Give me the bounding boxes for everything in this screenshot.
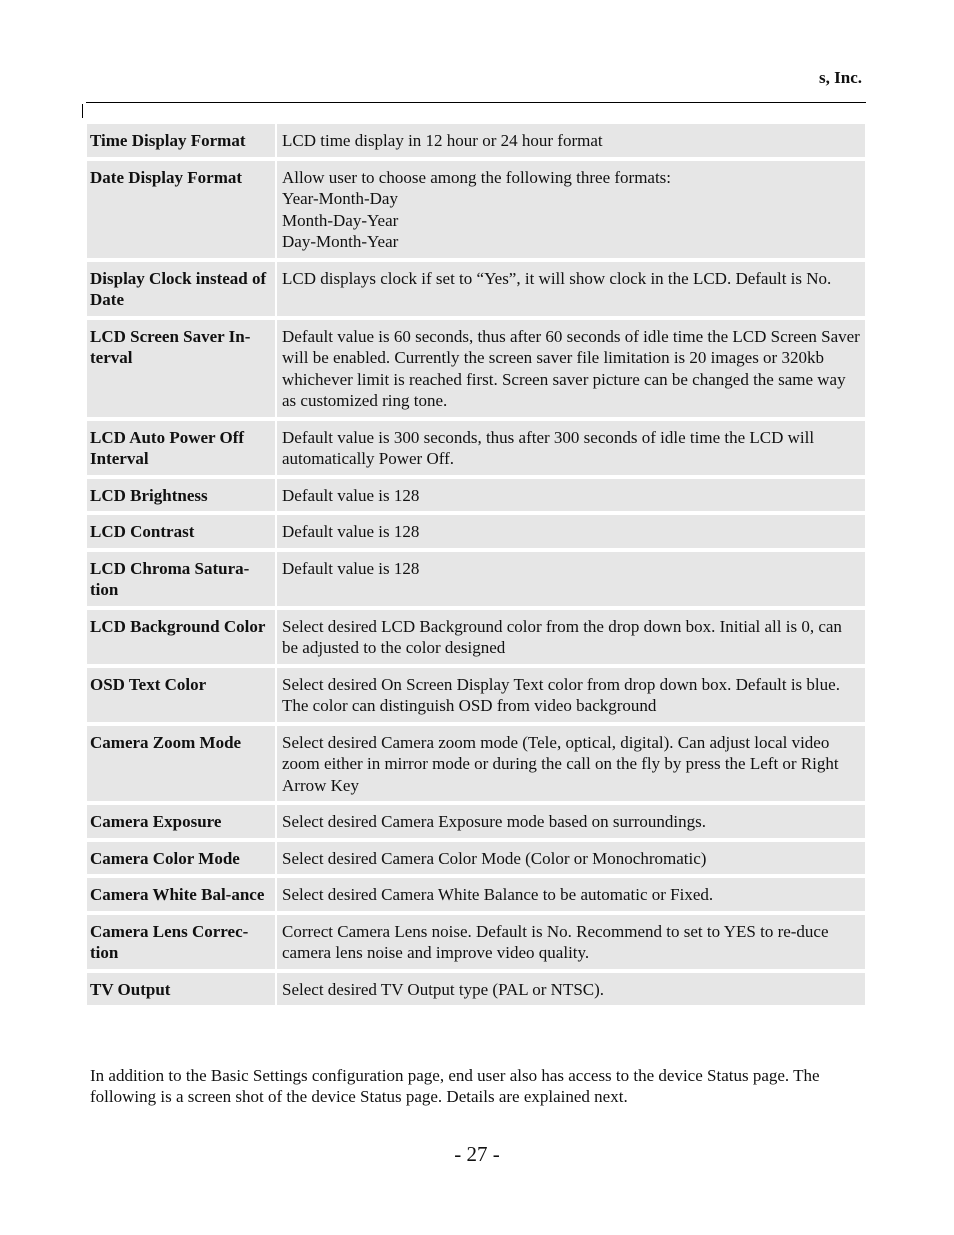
setting-description-cell [277, 161, 865, 258]
table-row [87, 726, 865, 802]
setting-name-cell: LCD Brightness [87, 479, 275, 512]
table-row [87, 610, 865, 664]
table-row [87, 973, 865, 1006]
setting-name-cell: LCD Screen Saver In-terval [87, 320, 275, 417]
margin-mark [82, 104, 83, 118]
description-line: LCD displays clock if set to “Yes”, it will show clock in the LCD. Default is No. [282, 268, 832, 288]
table-row [87, 320, 865, 417]
page-number: - 27 - [454, 1142, 500, 1166]
description-line: LCD time display in 12 hour or 24 hour format [282, 131, 603, 150]
table-row [87, 842, 865, 875]
setting-description-cell [277, 878, 865, 911]
description-line: Day-Month-Year [282, 232, 399, 251]
header-rule [86, 102, 866, 103]
setting-description-cell [277, 479, 865, 512]
table-row [87, 124, 865, 157]
setting-description-cell [277, 262, 865, 316]
setting-name-cell: LCD Auto Power Off Interval [87, 421, 275, 475]
setting-name-cell: Date Display Format [87, 161, 275, 258]
description-line: Select desired TV Output type (PAL or NTSC). [282, 979, 605, 999]
setting-description-cell [277, 320, 865, 417]
header-company-name: s, Inc. [819, 68, 862, 87]
setting-description-cell [277, 610, 865, 664]
setting-name-cell: LCD Contrast [87, 515, 275, 548]
setting-name-cell: Camera White Bal-ance [87, 878, 275, 911]
description-line: Select desired On Screen Display Text color from drop down box. Default is blue. The color can distinguish OSD from video background [282, 674, 840, 715]
table-row [87, 262, 865, 316]
table-row [87, 479, 865, 512]
setting-name-cell: Camera Color Mode [87, 842, 275, 875]
setting-name-cell: Display Clock instead of Date [87, 262, 275, 316]
settings-table [85, 120, 867, 1009]
table-row [87, 878, 865, 911]
description-line: Select desired Camera Exposure mode based on surroundings. [282, 812, 706, 831]
setting-name-cell: Camera Exposure [87, 805, 275, 838]
description-line: Default value is 60 seconds, thus after 60 seconds of idle time the LCD Screen Saver will be enabled. Currently the screen saver file limitation is 20 images or 320kb whichever limit is reached first. Screen saver picture can be changed the same way as customized ring tone. [282, 326, 860, 410]
description-line: Allow user to choose among the following three formats: [282, 167, 672, 187]
setting-name-cell: TV Output [87, 973, 275, 1006]
setting-name-cell: LCD Chroma Satura-tion [87, 552, 275, 606]
description-line: Correct Camera Lens noise. Default is No. Recommend to set to YES to re-duce camera lens noise and improve video quality. [282, 921, 829, 962]
description-line: Default value is 128 [282, 485, 420, 505]
description-line: Month-Day-Year [282, 210, 399, 230]
setting-name-cell: OSD Text Color [87, 668, 275, 722]
setting-description-cell [277, 552, 865, 606]
setting-description-cell [277, 421, 865, 475]
description-line: Select desired LCD Background color from the drop down box. Initial all is 0, can be adjusted to the color designed [282, 616, 842, 657]
setting-description-cell [277, 842, 865, 875]
description-line: Default value is 300 seconds, thus after 300 seconds of idle time the LCD will automatically Power Off. [282, 427, 815, 468]
setting-name-cell: LCD Background Color [87, 610, 275, 664]
description-line: Select desired Camera White Balance to be automatic or Fixed. [282, 885, 714, 904]
table-row [87, 421, 865, 475]
setting-name-cell: Camera Lens Correc-tion [87, 915, 275, 969]
setting-description-cell [277, 973, 865, 1006]
table-row [87, 668, 865, 722]
description-line: Default value is 128 [282, 522, 420, 541]
table-row [87, 515, 865, 548]
description-line: Year-Month-Day [282, 189, 398, 208]
table-row [87, 552, 865, 606]
table-row [87, 805, 865, 838]
settings-table-body [87, 124, 865, 1005]
body-paragraph: In addition to the Basic Settings configuration page, end user also has access to the device Status page. The following is a screen shot of the device Status page. Details are explained next. [90, 1066, 820, 1106]
setting-description-cell [277, 668, 865, 722]
setting-name-cell: Camera Zoom Mode [87, 726, 275, 802]
description-line: Default value is 128 [282, 558, 420, 578]
table-row [87, 161, 865, 258]
description-line: Select desired Camera Color Mode (Color or Monochromatic) [282, 848, 707, 868]
table-row [87, 915, 865, 969]
setting-description-cell [277, 805, 865, 838]
setting-description-cell [277, 515, 865, 548]
setting-name-cell: Time Display Format [87, 124, 275, 157]
setting-description-cell [277, 915, 865, 969]
description-line: Select desired Camera zoom mode (Tele, optical, digital). Can adjust local video zoom either in mirror mode or during the call on the fly by press the Left or Right Arrow Key [282, 732, 839, 795]
setting-description-cell [277, 124, 865, 157]
setting-description-cell [277, 726, 865, 802]
